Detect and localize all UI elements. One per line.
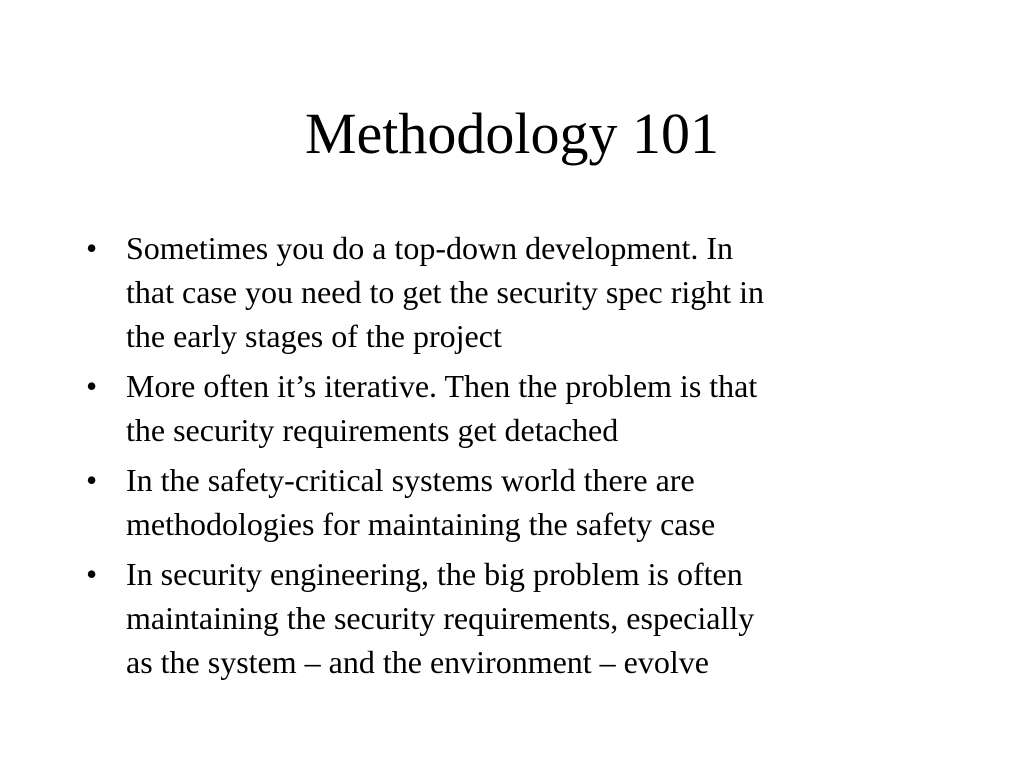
- slide-title: Methodology 101: [304, 101, 720, 166]
- bullet-line: More often it’s iterative. Then the problem is that: [126, 368, 758, 404]
- bullet-line: Sometimes you do a top-down development. In: [126, 230, 734, 266]
- bullet-item: [84, 226, 944, 358]
- bullet-line: that case you need to get the security spec right in: [126, 274, 765, 310]
- bullet-marker: •: [86, 230, 98, 266]
- bullet-text: [126, 364, 944, 452]
- bullet-marker: •: [86, 556, 98, 592]
- bullet-marker: •: [86, 462, 98, 498]
- bullet-line: In the safety-critical systems world there are: [126, 462, 695, 498]
- bullet-line: the security requirements get detached: [126, 412, 619, 448]
- bullet-marker: •: [86, 368, 98, 404]
- bullet-text: [126, 552, 944, 684]
- bullet-item: [84, 552, 944, 684]
- bullet-line: methodologies for maintaining the safety case: [126, 506, 716, 542]
- bullet-list: [84, 226, 944, 690]
- bullet-line: maintaining the security requirements, especially: [126, 600, 755, 636]
- bullet-line: In security engineering, the big problem is often: [126, 556, 743, 592]
- bullet-line: as the system – and the environment – evolve: [126, 644, 709, 680]
- bullet-item: [84, 458, 944, 546]
- bullet-item: [84, 364, 944, 452]
- bullet-text: [126, 458, 944, 546]
- bullet-line: the early stages of the project: [126, 318, 502, 354]
- bullet-text: [126, 226, 944, 358]
